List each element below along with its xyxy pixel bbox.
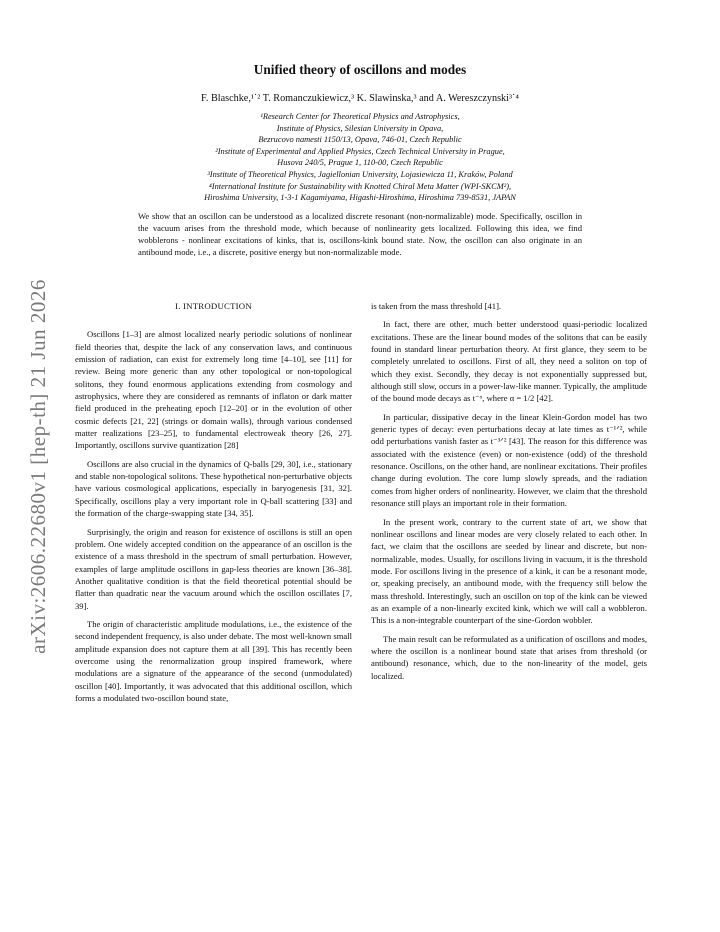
body-paragraph: In fact, there are other, much better understood quasi-periodic localized excitations. These are the linear bound modes of the solitons that can be easily found in standard linear perturbation theory. At first glance, they seem to be completely unrelated to oscillons. First of all, they need a soliton on top of which they exist. Secondly, they decay is not exponentially suppressed but, although still slow, occurs in a power-law-like manner. Typically, the amplitude of the bound mode decays as t⁻ᵅ, where α = 1/2 [42]. (371, 319, 647, 404)
body-paragraph: In the present work, contrary to the current state of art, we show that nonlinear oscillons and linear modes are very closely related to each other. In fact, we claim that the oscillons are seeded by linear and discrete, but non-normalizable, modes. Usually, for oscillons living in vacuum, it is the threshold mode. For oscillons living in the presence of a kink, it can be a resonant mode, or, speaking precisely, an antibound mode, with the frequency still below the mass threshold. Interestingly, such an oscillon on top of the kink can be viewed as an example of a non-linearly excited kink, which we will call a wobbleron. This is a non-integrable counterpart of the sine-Gordon wobbler. (371, 516, 647, 626)
body-paragraph: In particular, dissipative decay in the linear Klein-Gordon model has two generic types of decay: even perturbations decay at late times as t⁻¹ᐟ², while odd perturbations vanish faster as t⁻³ᐟ² [43]. The reason for this difference was associated with the existence (even) or non-existence (odd) of the threshold resonance. Oscillons, on the other hand, are nonlinear excitations. Their profiles change during evolution. The core lump slowly spreads, and the radiation comes from higher orders of nonlinearity. However, we claim that the threshold resonance still plays an important role in their formation. (371, 411, 647, 509)
affiliation-line: ⁴International Institute for Sustainability with Knotted Chiral Meta Matter (WPI-SKCM²), (208, 181, 512, 191)
right-column (371, 300, 647, 688)
body-paragraph-continuation: is taken from the mass threshold [41]. (371, 301, 502, 311)
paper-title: Unified theory of oscillons and modes (253, 62, 467, 77)
affiliation-line: Bezrucovo namesti 1150/13, Opava, 746-01, Czech Republic (258, 135, 462, 145)
body-paragraph: The main result can be reformulated as a unification of oscillons and modes, where the oscillon is a nonlinear bound state that arises from threshold (or antibound) resonance, which, due to the non-linearity of the model, gets localized. (371, 633, 647, 681)
arxiv-identifier: arXiv:2606.22680v1 [hep-th] 21 Jun 2026 (25, 278, 50, 654)
section-heading: I. INTRODUCTION (175, 301, 252, 311)
affiliation-line: Institute of Physics, Silesian University in Opava, (276, 123, 444, 133)
affiliations (120, 111, 600, 204)
affiliation-line: Husova 240/5, Prague 1, 110-00, Czech Republic (277, 158, 443, 168)
left-column (75, 300, 352, 710)
arxiv-sidebar-stamp (18, 246, 58, 686)
body-paragraph: The origin of characteristic amplitude modulations, i.e., the existence of the second independent frequency, is also under debate. The most well-known small amplitude expansion does not capture them at all [39]. This has recently been overcome using the renormalization group inspired framework, where modulations are a signature of the appearance of the second (unmodulated) oscillon [40]. Importantly, it was advocated that this additional oscillon, which forms a modulated two-oscillon bound state, (75, 618, 352, 703)
affiliation-line: ²Institute of Experimental and Applied Physics, Czech Technical University in Prague, (215, 146, 505, 156)
affiliation-line: ¹Research Center for Theoretical Physics and Astrophysics, (260, 112, 460, 121)
affiliation-line: ³Institute of Theoretical Physics, Jagiellonian University, Lojasiewicza 11, Kraków, Poland (207, 169, 513, 179)
body-paragraph: Oscillons [1–3] are almost localized nearly periodic solutions of nonlinear field theories that, despite the lack of any conservation laws, and continuous emission of radiation, can exist for extremely long time [4–10], see [11] for review. Being more generic than any other topological or non-topological solitons, they found enormous applications extending from cosmology and astrophysics, where they are considered as remnants of inflaton or dark matter field produced in the preheating epoch [12–20] or in the evolution of other cosmic defects [21, 22] (strings or domain walls), through various condensed matter realizations [23–25], to fundamental electroweak theory [26, 27]. Importantly, oscillons survive quantization [28] (75, 329, 352, 451)
body-paragraph: Surprisingly, the origin and reason for existence of oscillons is still an open problem. One widely accepted condition on the appearance of an oscillon is the existence of a mass threshold in the spectrum of small perturbation. However, examples of large amplitude oscillons in gap-less theories are known [36–38]. Another qualitative condition is that the field theoretical potential should be flatter than quadratic near the vacuum around which the oscillon oscillates [7, 39]. (75, 526, 352, 611)
affiliation-line: Hiroshima University, 1-3-1 Kagamiyama, Higashi-Hiroshima, Hiroshima 739-8531, JAPAN (204, 193, 516, 203)
abstract: We show that an oscillon can be understood as a localized discrete resonant (non-normalizable) mode. Specifically, oscillon in the vacuum arises from the threshold mode, which because of nonlinearity gets localized. Following this idea, we find wobblerons - nonlinear excitations of kinks, that is, oscillons-kink bound state. Now, the oscillon can also originate in an antibound mode, i.e., a discrete, positive energy but non-normalizable mode. (138, 211, 582, 257)
author-list: F. Blaschke,¹˙² T. Romanczukiewicz,³ K. Slawinska,³ and A. Wereszczynski³˙⁴ (201, 93, 519, 104)
body-paragraph: Oscillons are also crucial in the dynamics of Q-balls [29, 30], i.e., stationary and stable non-topological solitons. These hypothetical non-perturbative objects have various cosmological applications, especially in baryogenesis [31, 32]. Specifically, oscillons play a very important role in Q-ball scattering [33] and the formation of the charge-swapping state [34, 35]. (75, 458, 352, 519)
